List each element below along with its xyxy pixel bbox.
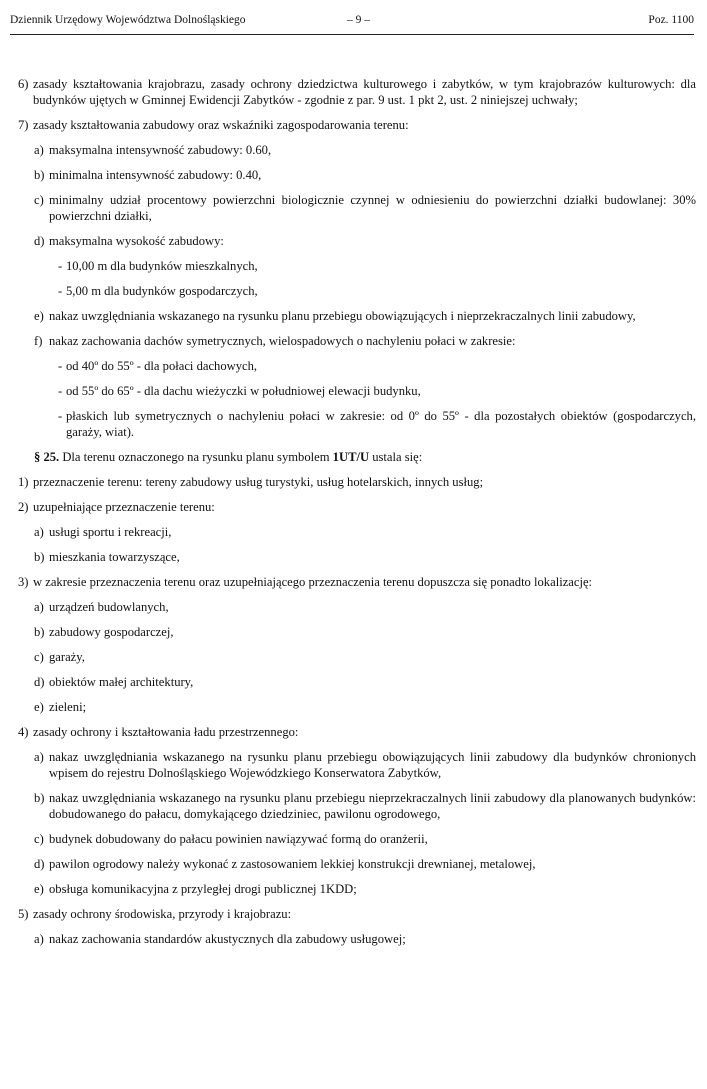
numbered-item <box>18 724 696 740</box>
position-number: Poz. 1100 <box>648 14 694 26</box>
section-number: § 25. <box>34 450 60 464</box>
item-marker: c) <box>34 832 44 846</box>
letter-item <box>34 790 696 822</box>
letter-item <box>34 931 696 947</box>
numbered-item <box>18 574 696 590</box>
dash-item <box>58 408 696 440</box>
dash-item <box>58 283 696 299</box>
item-marker: c) <box>34 193 44 207</box>
item-marker: b) <box>34 550 45 564</box>
item-marker: e) <box>34 882 44 896</box>
letter-item <box>34 749 696 781</box>
letter-item <box>34 649 696 665</box>
item-text: minimalna intensywność zabudowy: 0.40, <box>49 168 262 182</box>
item-text: przeznaczenie terenu: tereny zabudowy usług turystyki, usług hotelarskich, innych usług; <box>33 475 484 489</box>
paragraph-text: Dla terenu oznaczonego na rysunku planu symbolem <box>59 450 333 464</box>
item-marker: d) <box>34 234 45 248</box>
numbered-item <box>18 499 696 515</box>
journal-title: Dziennik Urzędowy Województwa Dolnośląskiego <box>10 14 246 26</box>
letter-item <box>34 856 696 872</box>
item-marker: a) <box>34 143 44 157</box>
letter-item <box>34 881 696 897</box>
numbered-item <box>18 117 696 133</box>
item-marker: b) <box>34 625 45 639</box>
item-text: od 55º do 65º - dla dachu wieżyczki w południowej elewacji budynku, <box>66 384 421 398</box>
item-marker: 1) <box>18 475 29 489</box>
letter-item <box>34 233 696 249</box>
letter-item <box>34 599 696 615</box>
area-symbol: 1UT/U <box>332 450 370 464</box>
item-marker: 7) <box>18 118 29 132</box>
item-marker: d) <box>34 857 45 871</box>
item-text: nakaz zachowania standardów akustycznych dla zabudowy usługowej; <box>49 932 406 946</box>
item-marker: - <box>58 359 63 373</box>
item-marker: e) <box>34 309 44 323</box>
item-text: zasady kształtowania krajobrazu, zasady ochrony dziedzictwa kulturowego i zabytków, w tym krajobrazów kulturowych: dla budynków ujętych w Gminnej Ewidencji Zabytków - zgodnie z par. 9 ust. 1 pkt 2, ust. 2 niniejszej uchwały; <box>33 77 696 107</box>
item-text: nakaz uwzględniania wskazanego na rysunku planu przebiegu obowiązujących i nieprzekraczalnych linii zabudowy, <box>49 309 636 323</box>
item-text: nakaz uwzględniania wskazanego na rysunku planu przebiegu nieprzekraczalnych linii zabudowy dla planowanych budynków: dobudowanego do pałacu, domykającego dziedziniec, pawilonu ogrodowego, <box>49 791 696 821</box>
page-number: – 9 – <box>347 14 370 26</box>
numbered-item <box>18 76 696 108</box>
page-header <box>10 8 694 35</box>
document-body <box>18 76 696 956</box>
item-text: 10,00 m dla budynków mieszkalnych, <box>66 259 258 273</box>
paragraph-text: ustala się: <box>369 450 423 464</box>
item-text: zabudowy gospodarczej, <box>49 625 174 639</box>
item-marker: 6) <box>18 77 29 91</box>
item-marker: a) <box>34 750 44 764</box>
item-text: uzupełniające przeznaczenie terenu: <box>33 500 215 514</box>
item-marker: d) <box>34 675 45 689</box>
item-text: maksymalna intensywność zabudowy: 0.60, <box>49 143 272 157</box>
numbered-item <box>18 474 696 490</box>
item-marker: - <box>58 409 63 423</box>
item-text: nakaz uwzględniania wskazanego na rysunku planu przebiegu obowiązujących linii zabudowy dla budynków chronionych wpisem do rejestru Dolnośląskiego Wojewódzkiego Konserwatora Zabytków, <box>49 750 696 780</box>
item-marker: - <box>58 259 63 273</box>
item-marker: a) <box>34 600 44 614</box>
item-text: maksymalna wysokość zabudowy: <box>49 234 224 248</box>
dash-item <box>58 383 696 399</box>
item-marker: c) <box>34 650 44 664</box>
letter-item <box>34 192 696 224</box>
letter-item <box>34 142 696 158</box>
letter-item <box>34 624 696 640</box>
section-paragraph <box>18 449 696 465</box>
item-marker: a) <box>34 932 44 946</box>
item-marker: a) <box>34 525 44 539</box>
item-text: 5,00 m dla budynków gospodarczych, <box>66 284 258 298</box>
item-text: garaży, <box>49 650 85 664</box>
item-text: usługi sportu i rekreacji, <box>49 525 172 539</box>
letter-item <box>34 549 696 565</box>
item-marker: 3) <box>18 575 29 589</box>
item-text: minimalny udział procentowy powierzchni biologicznie czynnej w odniesieniu do powierzchni działki budowlanej: 30% powierzchni działki, <box>49 193 696 223</box>
numbered-item <box>18 906 696 922</box>
item-text: płaskich lub symetrycznych o nachyleniu połaci w zakresie: od 0º do 55º - dla pozostałych obiektów (gospodarczych, garaży, wiat). <box>66 409 696 439</box>
item-text: zasady ochrony środowiska, przyrody i krajobrazu: <box>33 907 292 921</box>
item-marker: e) <box>34 700 44 714</box>
letter-item <box>34 699 696 715</box>
item-text: w zakresie przeznaczenia terenu oraz uzupełniającego przeznaczenia terenu dopuszcza się ponadto lokalizację: <box>33 575 593 589</box>
item-text: obiektów małej architektury, <box>49 675 194 689</box>
item-marker: 4) <box>18 725 29 739</box>
item-text: nakaz zachowania dachów symetrycznych, wielospadowych o nachyleniu połaci w zakresie: <box>49 334 516 348</box>
item-marker: - <box>58 284 63 298</box>
item-marker: 2) <box>18 500 29 514</box>
letter-item <box>34 524 696 540</box>
item-text: pawilon ogrodowy należy wykonać z zastosowaniem lekkiej konstrukcji drewnianej, metalowej, <box>49 857 536 871</box>
item-marker: - <box>58 384 63 398</box>
letter-item <box>34 831 696 847</box>
item-text: obsługa komunikacyjna z przyległej drogi publicznej 1KDD; <box>49 882 357 896</box>
letter-item <box>34 674 696 690</box>
item-text: zasady kształtowania zabudowy oraz wskaźniki zagospodarowania terenu: <box>33 118 409 132</box>
letter-item <box>34 333 696 349</box>
item-marker: b) <box>34 168 45 182</box>
dash-item <box>58 258 696 274</box>
item-text: zieleni; <box>49 700 87 714</box>
item-marker: 5) <box>18 907 29 921</box>
item-text: zasady ochrony i kształtowania ładu przestrzennego: <box>33 725 299 739</box>
item-text: od 40º do 55º - dla połaci dachowych, <box>66 359 258 373</box>
item-text: urządzeń budowlanych, <box>49 600 169 614</box>
letter-item <box>34 308 696 324</box>
item-marker: b) <box>34 791 45 805</box>
dash-item <box>58 358 696 374</box>
item-marker: f) <box>34 334 43 348</box>
item-text: mieszkania towarzyszące, <box>49 550 180 564</box>
item-text: budynek dobudowany do pałacu powinien nawiązywać formą do oranżerii, <box>49 832 428 846</box>
letter-item <box>34 167 696 183</box>
